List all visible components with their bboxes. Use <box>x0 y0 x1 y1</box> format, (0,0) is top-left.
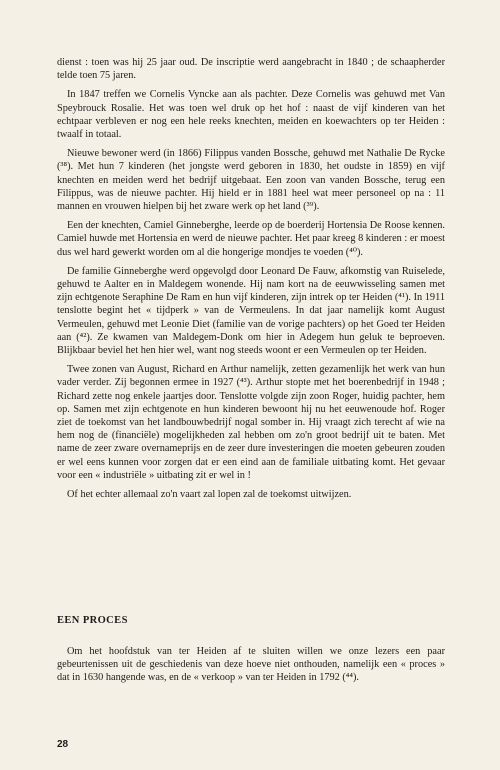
paragraph-2: In 1847 treffen we Cornelis Vyncke aan als pachter. Deze Cornelis was gehuwd met Van Speybrouck Rosalie. Het was toen wel druk op het hof : naast de vijf kinderen van het echtpaar verbleven er nog een hele reeks knechten, meiden en koewachters op ter Heiden : twaalf in totaal. <box>57 89 445 141</box>
paragraph-6: Twee zonen van August, Richard en Arthur namelijk, zetten gezamenlijk het werk van hun vader verder. Zij begonnen ermee in 1927 (⁴³). Arthur stopte met het boerenbedrijf in 1948 ; Richard zette nog enkele jaartjes door. Tenslotte volgde zijn zoon Roger, huidig pachter, hem op. Samen met zijn echtgenote en hun kinderen bewoont hij nu het eeuwenoude hof. Roger ziet de toekomst van het landbouwbedrijf nogal somber in. Hij vraagt zich terecht af wie na hem nog de (financiële) mogelijkheden zal hebben om zo'n groot bedrijf uit te baten. Met name de zeer zware overnameprijs en de zeer dure investeringen die moeten gebeuren zouden er wel eens kunnen voor zorgen dat er een eind aan de familiale uitbating komt. Het gevaar voor een « industriële » uitbating zit er wel in ! <box>57 364 445 481</box>
page-number: 28 <box>57 739 69 750</box>
closing-section <box>57 645 445 685</box>
paragraph-3: Nieuwe bewoner werd (in 1866) Filippus vanden Bossche, gehuwd met Nathalie De Rycke (³⁸). Met hun 7 kinderen (het jongste werd geboren in 1830, het oudste in 1859) en vijf knechten en meiden werd het bedrijf uitgebaat. Een zoon van vanden Bossche, terug een Filippus, was de nieuwe pachter. Hij hield er in 1881 heel wat meer personeel op na : 11 mannen en vrouwen hielpen bij het zware werk op het land (³⁹). <box>57 148 445 213</box>
section-heading: EEN PROCES <box>57 615 128 626</box>
closing-paragraph: Om het hoofdstuk van ter Heiden af te sluiten willen we onze lezers een paar gebeurtenissen uit de geschiedenis van deze hoeve niet onthouden, namelijk een « proces » dat in 1630 hangende was, en de « verkoop » van ter Heiden in 1792 (⁴⁴). <box>57 646 445 684</box>
paragraph-1: dienst : toen was hij 25 jaar oud. De inscriptie werd aangebracht in 1840 ; de schaapherder telde toen 75 jaren. <box>57 57 445 82</box>
paragraph-7: Of het echter allemaal zo'n vaart zal lopen zal de toekomst uitwijzen. <box>67 489 352 501</box>
paragraph-4: Een der knechten, Camiel Ginneberghe, leerde op de boerderij Hortensia De Roose kennen. Camiel huwde met Hortensia en werd de nieuwe pachter. Het paar kreeg 8 kinderen : er moest dus wel hard gewerkt worden om al die hongerige mondjes te voeden (⁴⁰). <box>57 220 445 258</box>
paragraph-5: De familie Ginneberghe werd opgevolgd door Leonard De Fauw, afkomstig van Ruiselede, gehuwd te Aalter en in Maldegem wonende. Hij nam kort na de eeuwwisseling samen met zijn echtgenote Seraphine De Ram en hun vijf kinderen, zijn intrek op ter Heiden (⁴¹). In 1911 tenslotte begint het « tijdperk » van de Vermeulens. In dat jaar namelijk komt August Vermeulen, gehuwd met Leonie Diet (familie van de vorige pachters) op het Goed ter Heiden aan (⁴²). Ze kwamen van Maldegem-Donk om hier in Adegem hun geluk te beproeven. Blijkbaar beviel het hen hier wel, want nog steeds woont er een Vermeulen op ter Heiden. <box>57 265 445 357</box>
body-text <box>57 56 445 501</box>
